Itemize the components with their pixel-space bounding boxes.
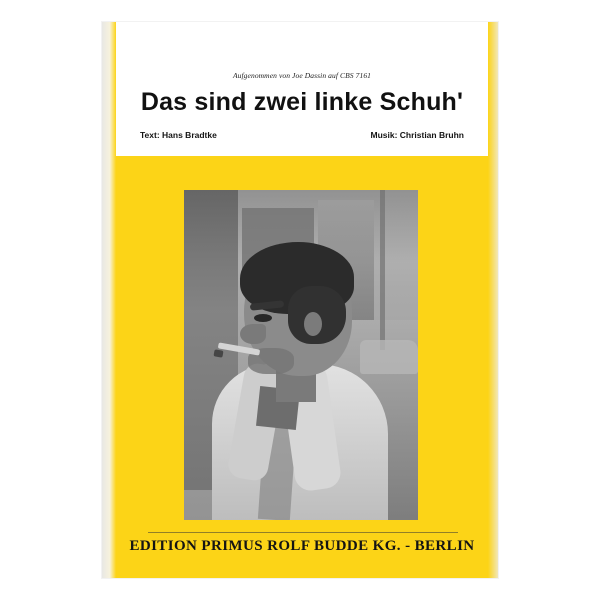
lyricist-credit: Text: Hans Bradtke bbox=[140, 130, 217, 140]
photo-image bbox=[184, 190, 418, 520]
background-pole bbox=[380, 190, 385, 350]
top-white-band bbox=[116, 22, 488, 68]
figure-nose bbox=[240, 324, 266, 344]
figure-eye bbox=[254, 314, 272, 322]
sheet-music-cover bbox=[102, 22, 498, 578]
page-edge-left bbox=[102, 22, 116, 578]
publisher-line: EDITION PRIMUS ROLF BUDDE KG. - BERLIN bbox=[129, 538, 475, 554]
composer-credit: Musik: Christian Bruhn bbox=[370, 130, 464, 140]
recording-note: Aufgenommen von Joe Dassin auf CBS 7161 bbox=[232, 71, 372, 80]
background-car bbox=[360, 340, 418, 374]
title-block bbox=[116, 68, 488, 156]
page-title: Das sind zwei linke Schuh' bbox=[140, 88, 464, 116]
publisher-divider bbox=[148, 532, 458, 533]
credits-row bbox=[116, 130, 488, 144]
cover-photo bbox=[184, 190, 418, 520]
page-edge-right bbox=[488, 22, 498, 578]
cigarette-tip-icon bbox=[213, 349, 223, 357]
figure-ear bbox=[304, 312, 322, 336]
